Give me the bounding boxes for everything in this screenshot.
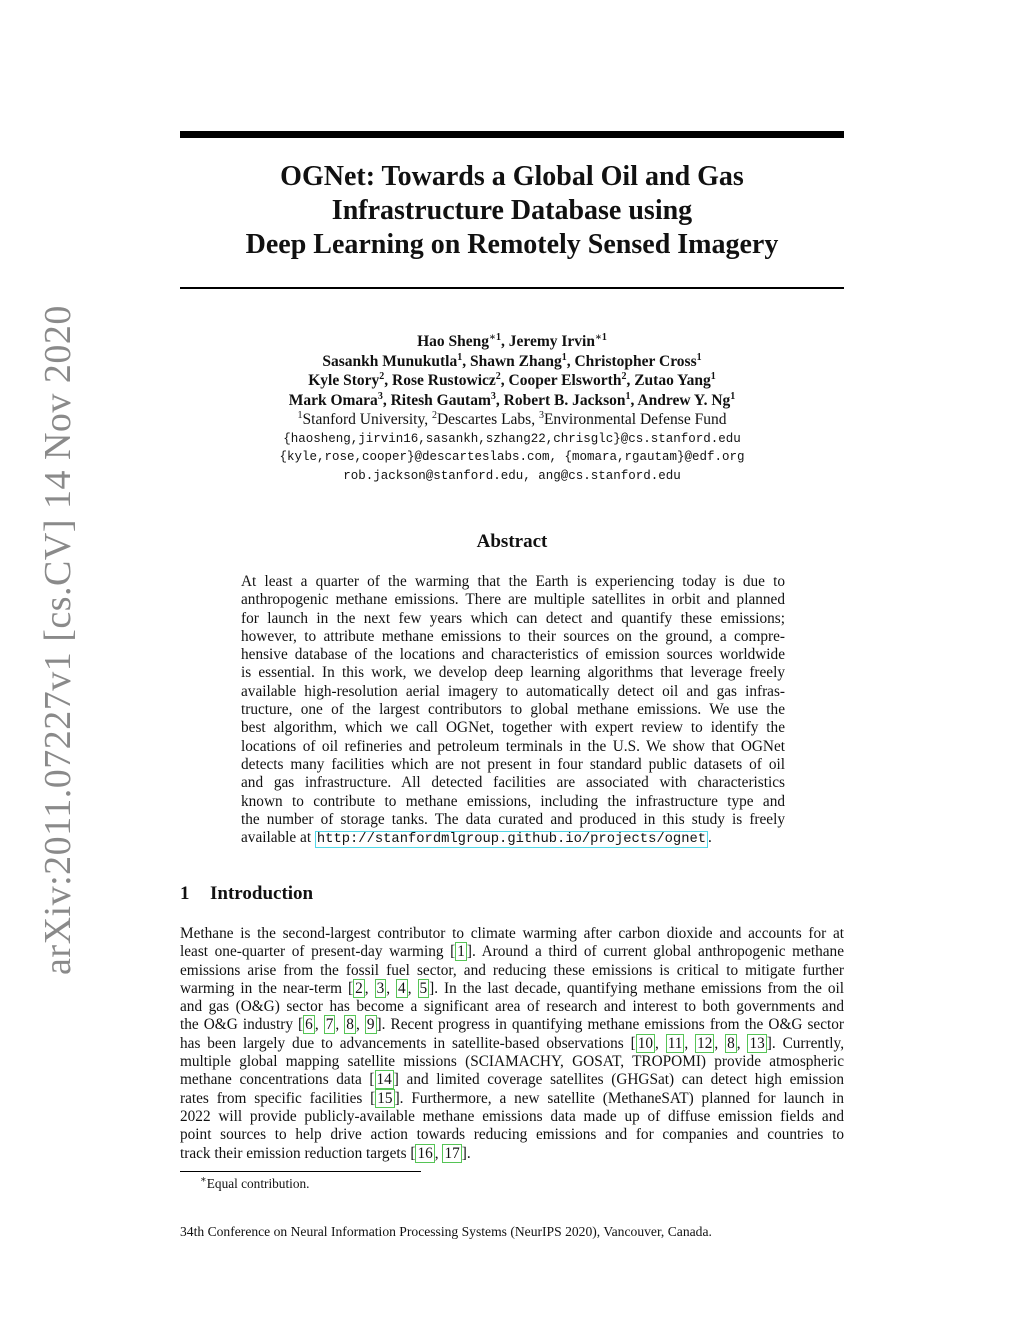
abstract-line: and gas infrastructure. All detected facilities are associated with characteristics bbox=[241, 774, 785, 792]
intro-line: rates from specific facilities [ 15 ]. Furthermore, a new satellite (MethaneSAT) planned for launch in bbox=[180, 1089, 844, 1107]
citation-link[interactable]: 13 bbox=[749, 1034, 765, 1052]
citation-link[interactable]: 2 bbox=[355, 979, 363, 997]
author-line-3 bbox=[180, 371, 844, 391]
citation-link[interactable]: 12 bbox=[697, 1034, 713, 1052]
abstract-last-suffix: . bbox=[708, 829, 712, 847]
affiliation-mark: 1 bbox=[730, 390, 736, 402]
email-line-2: {kyle,rose,cooper}@descarteslabs.com, {momara,rgautam}@edf.org bbox=[279, 450, 745, 464]
affiliation-mark: 2 bbox=[379, 370, 385, 382]
author-separator: , bbox=[495, 391, 504, 409]
author-name: Ritesh Gautam bbox=[390, 391, 491, 409]
author-separator: , bbox=[500, 372, 509, 389]
affiliation-mark: 2 bbox=[621, 370, 627, 382]
footnote-text: Equal contribution. bbox=[206, 1176, 310, 1191]
author-name: Christopher Cross bbox=[574, 352, 697, 370]
citation-link[interactable]: 3 bbox=[376, 979, 385, 997]
author-name: Hao Sheng bbox=[417, 333, 490, 350]
arxiv-identifier-stamp: arXiv:2011.07227v1 [cs.CV] 14 Nov 2020 bbox=[37, 305, 79, 975]
intro-line: methane concentrations data [ 14 ] and limited coverage satellites (GHGSat) can detect high emission bbox=[180, 1071, 844, 1089]
email-line-1: {haosheng,jirvin16,sasankh,szhang22,chrisglc}@cs.stanford.edu bbox=[283, 431, 741, 446]
abstract-last-line bbox=[241, 829, 785, 849]
citation-link[interactable]: 17 bbox=[444, 1144, 460, 1162]
abstract-line: the number of storage tanks. The data curated and produced in this study is freely bbox=[241, 810, 785, 828]
affiliation-mark: 3 bbox=[377, 390, 383, 402]
citation-link[interactable]: 1 bbox=[457, 943, 465, 961]
author-separator: , bbox=[384, 372, 393, 389]
citation-link[interactable]: 7 bbox=[325, 1016, 334, 1034]
abstract-line: known to contribute to methane emissions, including the infrastructure type and bbox=[241, 792, 785, 810]
title-bottom-rule bbox=[180, 287, 844, 289]
footnote bbox=[200, 1176, 309, 1192]
author-name: Cooper Elsworth bbox=[508, 372, 622, 389]
author-separator: , bbox=[500, 333, 509, 350]
citation-link[interactable]: 16 bbox=[417, 1144, 433, 1162]
author-name: Kyle Story bbox=[308, 372, 380, 389]
paper-title bbox=[180, 160, 844, 262]
author-separator: , bbox=[566, 352, 575, 370]
email-line-3: rob.jackson@stanford.edu, ang@cs.stanford.edu bbox=[343, 468, 681, 483]
author-separator: , bbox=[630, 391, 638, 409]
affiliation-mark: 1 bbox=[457, 351, 463, 363]
author-line-4 bbox=[180, 391, 844, 411]
abstract-line: available high-resolution aerial imagery to automatically detect oil and gas infras- bbox=[241, 682, 785, 700]
section-number: 1 bbox=[180, 883, 190, 904]
affiliations bbox=[180, 410, 844, 430]
intro-line: the O&G industry [ 6 , 7 , 8 , 9 ]. Recent progress in quantifying methane emissions from the O&G sector bbox=[180, 1016, 844, 1034]
author-name: Robert B. Jackson bbox=[503, 391, 626, 409]
citation-link[interactable]: 4 bbox=[398, 979, 406, 997]
affiliation-name: Environmental Defense Fund bbox=[543, 411, 727, 428]
citation-link[interactable]: 8 bbox=[346, 1016, 354, 1034]
affiliation-name: Descartes Labs, bbox=[436, 411, 539, 428]
abstract-last-prefix: available at bbox=[241, 829, 315, 847]
abstract-heading: Abstract bbox=[476, 531, 548, 552]
author-name: Mark Omara bbox=[288, 391, 378, 409]
intro-line: has been largely due to advancements in satellite-based observations [ 10 , 11 , 12 , 8 , 13 ]. Currently, bbox=[180, 1034, 845, 1052]
affiliation-mark: 1 bbox=[625, 390, 631, 402]
affiliation-mark: 1 bbox=[696, 351, 702, 363]
abstract-line: detects many facilities which are not present in four standard public datasets of oil bbox=[241, 755, 785, 773]
citation-link[interactable]: 8 bbox=[727, 1034, 735, 1052]
author-line-2 bbox=[180, 352, 844, 372]
project-url-link[interactable]: http://stanfordmlgroup.github.io/projects/ognet bbox=[316, 832, 707, 848]
intro-line: point sources to help drive action towards reducing emissions and for companies and countries to bbox=[180, 1126, 844, 1144]
affiliation-mark: ∗1 bbox=[489, 331, 501, 343]
introduction-body bbox=[180, 925, 844, 1163]
title-top-rule bbox=[180, 131, 844, 138]
author-name: Jeremy Irvin bbox=[508, 333, 595, 350]
author-separator: , bbox=[626, 372, 635, 389]
footnote-rule bbox=[180, 1171, 421, 1172]
author-name: Sasankh Munukutla bbox=[322, 352, 458, 370]
title-line-3: Deep Learning on Remotely Sensed Imagery bbox=[245, 229, 779, 260]
abstract-line: At least a quarter of the warming that the Earth is experiencing today is due to bbox=[241, 573, 785, 590]
affiliation-mark: 3 bbox=[538, 409, 544, 421]
affiliation-mark: 2 bbox=[495, 370, 501, 382]
intro-line: multiple global mapping satellite missions (SCIAMACHY, GOSAT, TROPOMI) provide atmospheric bbox=[180, 1053, 844, 1071]
section-heading bbox=[180, 883, 313, 905]
abstract-line: however, to attribute methane emissions to their sources on the ground, a compre- bbox=[241, 627, 785, 645]
author-separator: , bbox=[462, 352, 470, 370]
intro-line: 2022 will provide publicly-available methane emissions data made up of diffuse emission fields and bbox=[180, 1107, 844, 1125]
author-name: Rose Rustowicz bbox=[392, 372, 496, 389]
citation-link[interactable]: 11 bbox=[667, 1034, 683, 1052]
affiliation-mark: 3 bbox=[490, 390, 496, 402]
abstract-line: best algorithm, which we call OGNet, together with expert review to identify the bbox=[241, 719, 785, 737]
abstract-body bbox=[241, 573, 785, 849]
abstract-line: is essential. In this work, we develop deep learning algorithms that leverage freely bbox=[241, 664, 785, 682]
abstract-line: anthropogenic methane emissions. There are multiple satellites in orbit and planned bbox=[241, 591, 785, 609]
intro-line: Methane is the second-largest contributor to climate warming after carbon dioxide and accounts for at bbox=[180, 925, 844, 942]
citation-link[interactable]: 6 bbox=[305, 1016, 313, 1034]
citation-link[interactable]: 5 bbox=[419, 979, 428, 997]
title-line-1: OGNet: Towards a Global Oil and Gas bbox=[280, 161, 744, 192]
citation-link[interactable]: 10 bbox=[637, 1034, 653, 1052]
author-name: Andrew Y. Ng bbox=[637, 391, 731, 409]
affiliation-mark: ∗1 bbox=[594, 331, 607, 343]
abstract-line: hensive database of the locations and characteristics of emission sources worldwide bbox=[241, 646, 785, 664]
intro-line: and gas (O&G) sector has become a significant area of research and interest to both governments and bbox=[180, 998, 844, 1016]
author-line-1 bbox=[180, 332, 844, 352]
author-block bbox=[180, 332, 844, 485]
citation-link[interactable]: 14 bbox=[376, 1071, 392, 1089]
title-line-2: Infrastructure Database using bbox=[331, 195, 693, 226]
citation-link[interactable]: 9 bbox=[366, 1016, 375, 1034]
section-title: Introduction bbox=[210, 883, 314, 904]
affiliation-mark: 2 bbox=[431, 409, 437, 421]
author-separator: , bbox=[382, 391, 391, 409]
affiliation-mark: 1 bbox=[561, 351, 567, 363]
intro-line: emissions arise from the fossil fuel sector, and reducing these emissions is critical to mitigate further bbox=[180, 961, 844, 979]
citation-link[interactable]: 15 bbox=[377, 1089, 393, 1107]
conference-note: 34th Conference on Neural Information Processing Systems (NeurIPS 2020), Vancouver, Canada. bbox=[180, 1224, 712, 1239]
footnote-mark: ∗ bbox=[200, 1174, 207, 1186]
affiliation-mark: 1 bbox=[710, 370, 716, 382]
intro-line: least one-quarter of present-day warming [ 1 ]. Around a third of current global anthropogenic methane bbox=[180, 943, 844, 961]
affiliation-mark: 1 bbox=[297, 409, 303, 421]
intro-line: track their emission reduction targets [ 16 , 17 ]. bbox=[180, 1144, 471, 1162]
intro-line: warming in the near-term [ 2 , 3 , 4 , 5 ]. In the last decade, quantifying methane emissions from the oil bbox=[180, 979, 845, 997]
abstract-line: for launch in the next few years which can detect and quantify these emissions; bbox=[241, 609, 785, 627]
affiliation-name: Stanford University, bbox=[302, 411, 432, 428]
abstract-line: tructure, one of the largest contributors to global methane emissions. We use the bbox=[241, 701, 785, 719]
abstract-line: locations of oil refineries and petroleum terminals in the U.S. We show that OGNet bbox=[241, 737, 785, 755]
author-name: Zutao Yang bbox=[634, 372, 711, 389]
author-name: Shawn Zhang bbox=[469, 352, 562, 370]
